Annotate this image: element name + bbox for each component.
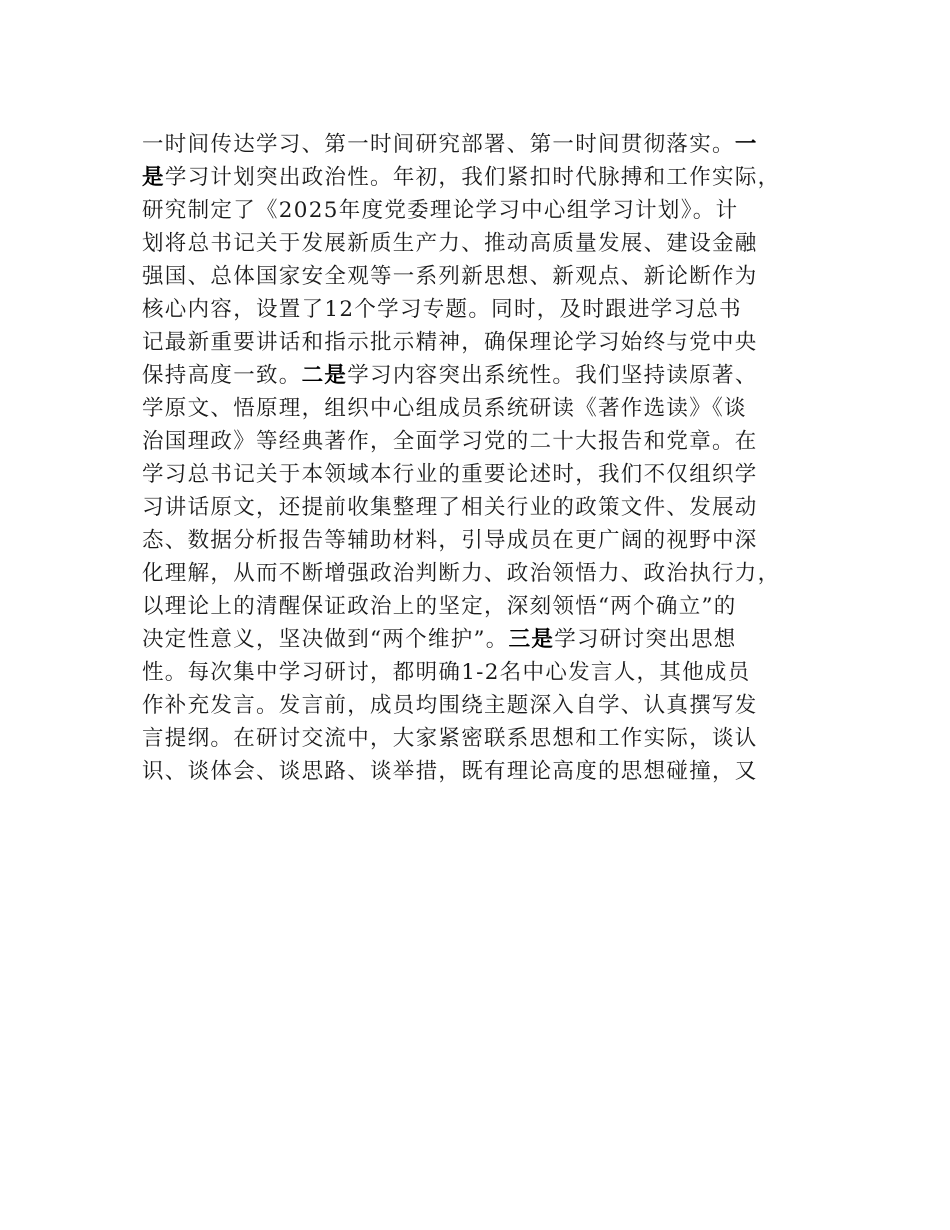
text-segment: 识、谈体会、谈思路、谈举措，既有理论高度的思想碰撞，又 [142,759,758,784]
text-segment: 态、数据分析报告等辅助材料，引导成员在更广阔的视野中深 [142,528,758,553]
text-line [142,425,832,458]
text-segment: 学习内容突出系统性。我们坚持读原著、 [347,363,758,388]
text-segment: 作补充发言。发言前，成员均围绕主题深入自学、认真撰写发 [142,693,758,718]
text-segment: 化理解，从而不断增强政治判断力、政治领悟力、政治执行力， [142,561,781,586]
text-line [142,128,832,161]
text-segment: 强国、总体国家安全观等一系列新思想、新观点、新论断作为 [142,264,758,289]
text-line [142,722,832,755]
text-segment: 学习总书记关于本领域本行业的重要论述时，我们不仅组织学 [142,462,758,487]
text-line [142,293,832,326]
text-line [142,161,832,194]
text-line [142,359,832,392]
text-segment: 一时间传达学习、第一时间研究部署、第一时间贯彻落实。 [142,132,735,157]
text-segment: 研究制定了《2025年度党委理论学习中心组学习计划》。计 [142,198,739,223]
text-segment: 以理论上的清醒保证政治上的坚定，深刻领悟“两个确立”的 [142,594,737,619]
text-segment: 学原文、悟原理，组织中心组成员系统研读《著作选读》《谈 [142,396,747,421]
text-segment: 性。每次集中学习研讨，都明确1-2名中心发言人，其他成员 [142,660,751,685]
text-segment: 学习计划突出政治性。年初，我们紧扣时代脉搏和工作实际， [164,165,781,190]
text-line [142,557,832,590]
text-line [142,755,832,788]
text-segment: 学习研讨突出思想 [554,627,737,652]
text-segment: 决定性意义，坚决做到“两个维护”。 [142,627,509,652]
text-line [142,623,832,656]
bold-heading: 二是 [301,363,348,388]
text-segment: 核心内容，设置了12个学习专题。同时，及时跟进学习总书 [142,297,742,322]
text-line [142,689,832,722]
text-line [142,491,832,524]
text-line [142,326,832,359]
text-line [142,656,832,689]
text-segment: 记最新重要讲话和指示批示精神，确保理论学习始终与党中央 [142,330,758,355]
text-line [142,590,832,623]
text-segment: 治国理政》等经典著作，全面学习党的二十大报告和党章。在 [142,429,758,454]
text-line [142,194,832,227]
text-segment: 言提纲。在研讨交流中，大家紧密联系思想和工作实际，谈认 [142,726,758,751]
text-line [142,524,832,557]
bold-heading: 是 [142,165,165,190]
text-segment: 划将总书记关于发展新质生产力、推动高质量发展、建设金融 [142,231,758,256]
text-segment: 习讲话原文，还提前收集整理了相关行业的政策文件、发展动 [142,495,758,520]
bold-heading: 三是 [508,627,555,652]
text-line [142,392,832,425]
text-line [142,260,832,293]
body-paragraph [142,128,832,788]
text-segment: 保持高度一致。 [142,363,302,388]
bold-heading: 一 [734,132,758,157]
text-line [142,227,832,260]
text-line [142,458,832,491]
